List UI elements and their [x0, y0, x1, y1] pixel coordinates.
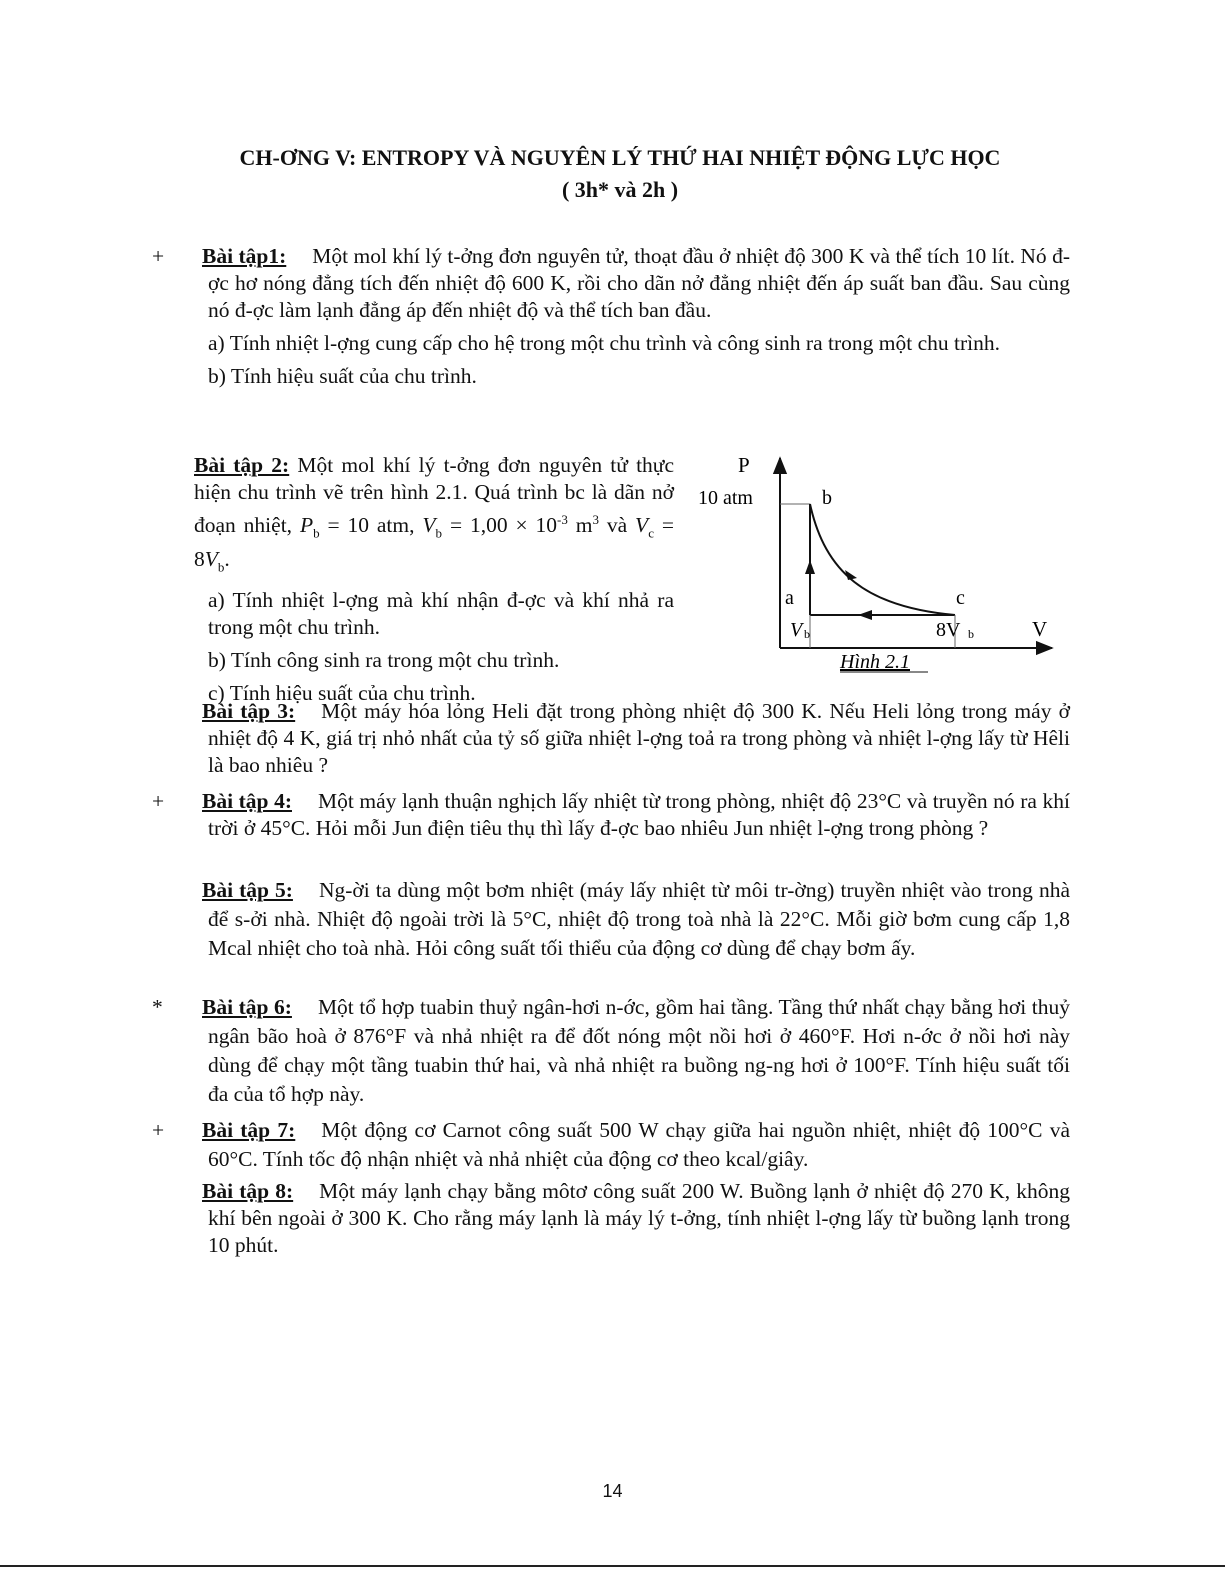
exercise-text: Một mol khí lý t-ởng đơn nguyên tử, thoạt đầu ở nhiệt độ 300 K và thể tích 10 lít. Nó đ-ợc hơ nóng đẳng tích đến nhiệt độ 600 K, rồi cho dãn nở đẳng nhiệt đến áp suất ban đầu. Sau cùng nó đ-ợc làm lạnh đẳng áp đến nhiệt độ và thể tích ban đầu. [208, 244, 1070, 322]
process-ab-arrow [805, 560, 815, 574]
volume-value: = 1,00 × 10 [449, 513, 557, 538]
exercise-label: Bài tập 2: [194, 453, 290, 477]
exercise-6 [152, 993, 1070, 1109]
volume-unit: m [575, 513, 593, 538]
exercise-marker: + [152, 244, 165, 268]
process-bc [810, 504, 955, 615]
conjunction: và [606, 513, 628, 538]
exercise-question-a: a) Tính nhiệt l-ợng mà khí nhận đ-ợc và khí nhả ra trong một chu trình. [208, 587, 674, 639]
exercise-label: Bài tập 3: [202, 699, 296, 723]
exercise-label: Bài tập 6: [202, 995, 292, 1019]
vb-label: V [790, 619, 803, 641]
exercise-text: Một máy hóa lỏng Heli đặt trong phòng nhiệt độ 300 K. Nếu Heli lỏng trong máy ở nhiệt độ 4 K, giá trị nhỏ nhất của tỷ số giữa nhiệt l-ợng toả ra trong phòng và nhiệt l-ợng lấy từ Hêli là bao nhiêu ? [208, 699, 1070, 777]
exercise-marker: + [152, 789, 165, 813]
pressure-symbol: P [299, 513, 314, 538]
volume-exponent: -3 [557, 512, 568, 527]
page-number: 14 [602, 1481, 623, 1501]
exercise-text: Một mol khí lý t-ởng đơn nguyên tử thực hiện chu trình vẽ trên hình 2.1. Quá trình bc là dãn nở đoạn nhiệt, [194, 453, 675, 538]
pressure-tick-label: 10 atm [698, 487, 753, 509]
pressure-subscript: b [313, 525, 320, 541]
v8-label: 8V [936, 619, 961, 641]
volume-b-subscript: b [217, 559, 225, 575]
v8-label-subscript: b [968, 627, 974, 641]
volume-b-symbol: V [204, 547, 218, 572]
volume-c-symbol: V [635, 513, 649, 538]
exercise-8 [180, 1178, 1070, 1259]
exercise-question-c: c) Tính hiệu suất của chu trình. [208, 680, 476, 705]
chapter-title [120, 142, 1120, 206]
exercise-text: Một tổ hợp tuabin thuỷ ngân-hơi n-ớc, gồm hai tầng. Tầng thứ nhất chạy bằng hơi thuỷ ngân bão hoà ở 876°F và nhả nhiệt ra để đốt nóng một nồi hơi ở 460°F. Hơi n-ớc ở nồi hơi này dùng để chạy một tầng tuabin thứ hai, và nhả nhiệt ra buồng ng-ng hơi ở 100°F. Tính hiệu suất tối đa của tổ hợp này. [208, 995, 1070, 1106]
sentence-period: . [224, 547, 230, 572]
exercise-text: Một động cơ Carnot công suất 500 W chạy giữa hai nguồn nhiệt, nhiệt độ 100°C và 60°C. Tính tốc độ nhận nhiệt và nhả nhiệt của động cơ theo kcal/giây. [208, 1118, 1070, 1171]
point-b-label: b [822, 487, 832, 509]
exercise-question-b: b) Tính hiệu suất của chu trình. [208, 364, 477, 388]
volume-c-equals: = 8 [194, 513, 674, 572]
exercise-1 [152, 243, 1070, 390]
exercise-text: Ng-ời ta dùng một bơm nhiệt (máy lấy nhiệt từ môi tr-ờng) truyền nhiệt vào trong nhà để s-ởi nhà. Nhiệt độ ngoài trời là 5°C, nhiệt độ trong toà nhà là 22°C. Mỗi giờ bơm cung cấp 1,8 Mcal nhiệt cho toà nhà. Hỏi công suất tối thiểu của động cơ dùng để chạy bơm ấy. [208, 878, 1070, 960]
exercise-question-a: a) Tính nhiệt l-ợng cung cấp cho hệ trong một chu trình và công sinh ra trong một chu trình. [208, 331, 1000, 355]
point-c-label: c [956, 587, 965, 609]
exercise-2 [194, 452, 674, 707]
p-axis-label: P [738, 453, 750, 477]
exercise-label: Bài tập 7: [202, 1118, 296, 1142]
volume-unit-exponent: 3 [592, 512, 599, 527]
volume-subscript: b [435, 525, 443, 541]
exercise-label: Bài tập 8: [202, 1179, 294, 1203]
v-axis-label: V [1032, 617, 1048, 641]
bottom-divider [0, 1565, 1225, 1567]
exercise-label: Bài tập 5: [202, 878, 293, 902]
exercise-label: Bài tập 4: [202, 789, 292, 813]
exercise-4 [152, 788, 1070, 842]
process-ca-arrow [858, 610, 872, 620]
exercise-5 [180, 876, 1070, 963]
volume-c-subscript: c [648, 525, 654, 541]
chapter-title-line2: ( 3h* và 2h ) [561, 177, 679, 202]
volume-symbol: V [422, 513, 436, 538]
exercise-marker: + [152, 1118, 165, 1142]
exercise-text: Một máy lạnh chạy bằng môtơ công suất 200 W. Buồng lạnh ở nhiệt độ 270 K, không khí bên ngoài ở 300 K. Cho rằng máy lạnh là máy lý t-ởng, tính nhiệt l-ợng lấy từ buồng lạnh trong 10 phút. [208, 1179, 1070, 1257]
vb-label-subscript: b [804, 627, 810, 641]
exercise-label: Bài tập1: [202, 244, 287, 268]
exercise-text: Một máy lạnh thuận nghịch lấy nhiệt từ trong phòng, nhiệt độ 23°C và truyền nó ra khí trời ở 45°C. Hỏi mỗi Jun điện tiêu thụ thì lấy đ-ợc bao nhiêu Jun nhiệt l-ợng trong phòng ? [208, 789, 1070, 840]
pressure-value: = 10 atm, [327, 513, 415, 538]
exercise-3 [180, 698, 1070, 779]
exercise-7 [152, 1116, 1070, 1174]
pv-diagram [690, 452, 1060, 682]
figure-caption: Hình 2.1 [840, 651, 910, 673]
point-a-label: a [785, 587, 794, 609]
process-bc-arrow [845, 570, 857, 580]
exercise-question-b: b) Tính công sinh ra trong một chu trình. [208, 647, 560, 672]
chapter-title-line1: CH-ƠNG V: ENTROPY VÀ NGUYÊN LÝ THỨ HAI NHIỆT ĐỘNG LỰC HỌC [239, 145, 1001, 170]
exercise-marker: * [152, 995, 163, 1019]
